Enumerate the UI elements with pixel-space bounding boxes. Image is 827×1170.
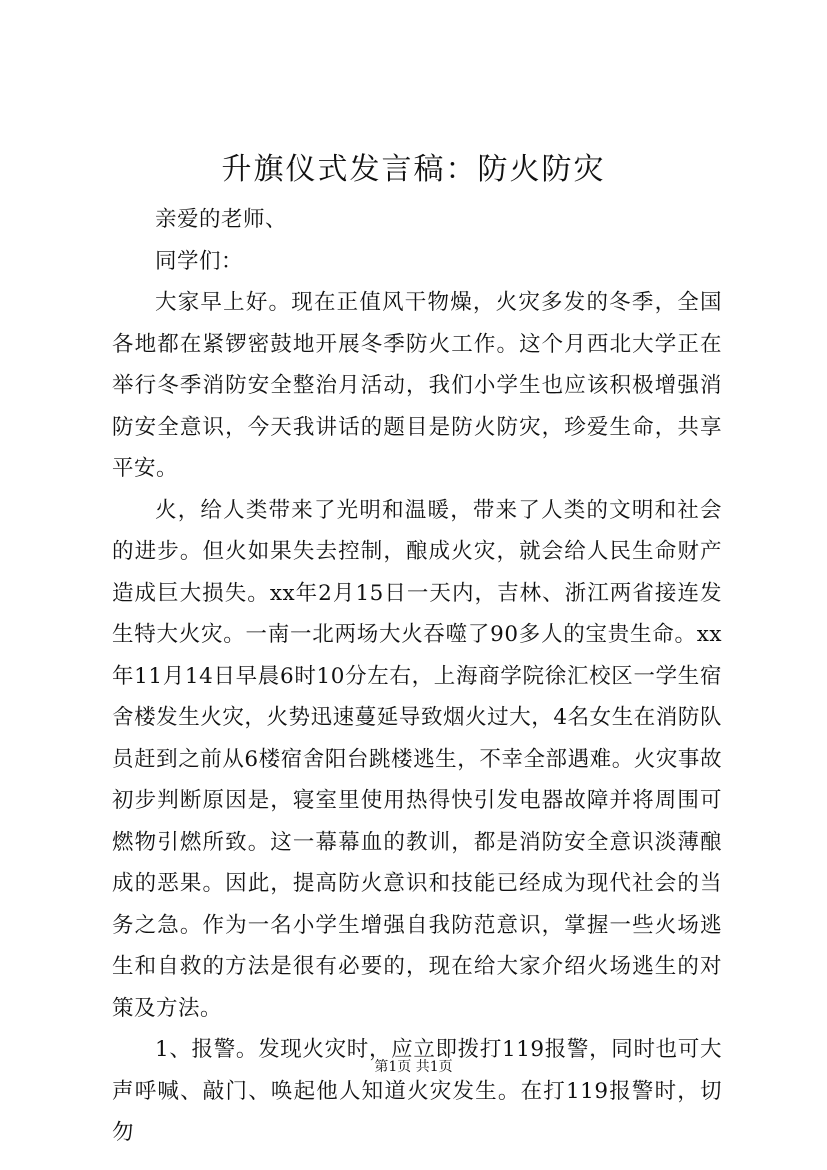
paragraph-step-1: 1、报警。发现火灾时，应立即拨打119报警，同时也可大声呼喊、敲门、唤起他人知道火灾发生。在打119报警时，切勿 xyxy=(112,1037,722,1145)
paragraph-fire-cases: 火，给人类带来了光明和温暖，带来了人类的文明和社会的进步。但火如果失去控制，酿成火灾，就会给人民生命财产造成巨大损失。xx年2月15日一天内，吉林、浙江两省接连发生特大火灾。一南一北两场大火吞噬了90多人的宝贵生命。xx年11月14日早晨6时10分左右，上海商学院徐汇校区一学生宿舍楼发生火灾，火势迅速蔓延导致烟火过大，4名女生在消防队员赶到之前从6楼宿舍阳台跳楼逃生，不幸全部遇难。火灾事故初步判断原因是，寝室里使用热得快引发电器故障并将周围可燃物引燃所致。这一幕幕血的教训，都是消防安全意识淡薄酿成的恶果。因此，提高防火意识和技能已经成为现代社会的当务之急。作为一名小学生增强自我防范意识，掌握一些火场逃生和自救的方法是很有必要的，现在给大家介绍火场逃生的对策及方法。 xyxy=(112,497,722,1021)
paragraph-greeting: 大家早上好。现在正值风干物燥，火灾多发的冬季，全国各地都在紧锣密鼓地开展冬季防火工作。这个月西北大学正在举行冬季消防安全整治月活动，我们小学生也应该积极增强消防安全意识，今天我讲话的题目是防火防灾，珍爱生命，共享平安。 xyxy=(112,290,722,481)
page-footer: 第1页 共1页 xyxy=(374,1059,453,1075)
document-title: 升旗仪式发言稿：防火防灾 xyxy=(221,152,606,187)
salutation-line-2: 同学们： xyxy=(155,248,244,274)
document-body xyxy=(112,199,722,1154)
salutation-line-1: 亲爱的老师、 xyxy=(155,207,288,232)
